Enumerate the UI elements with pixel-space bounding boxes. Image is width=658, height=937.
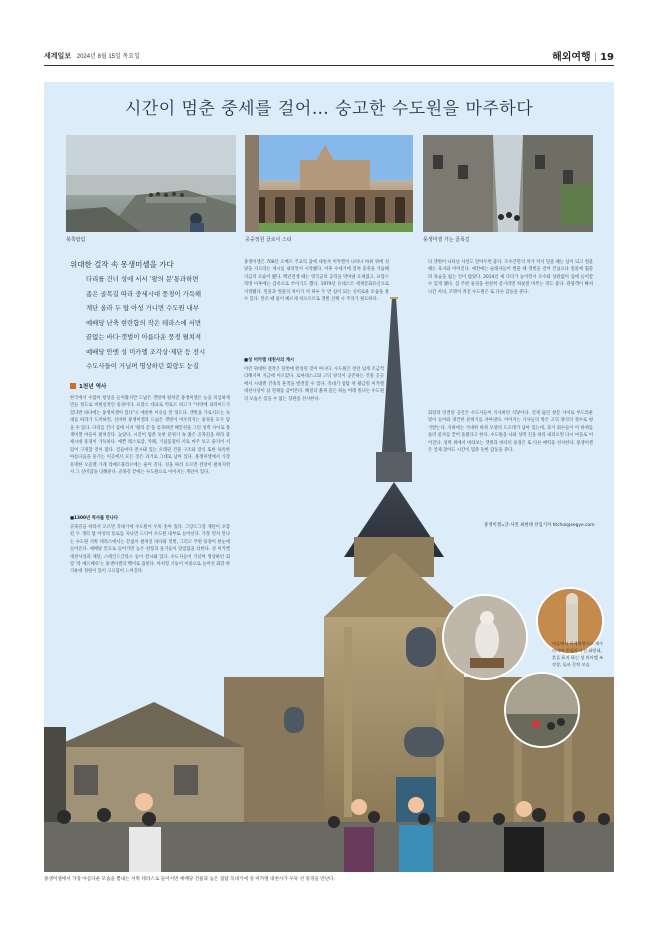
intro-title: 위대한 걸작 속 몽생미셸을 가다 xyxy=(70,260,174,269)
headline: 시간이 멈춘 중세를 걸어… 숭고한 수도원을 마주하다 xyxy=(124,99,534,119)
paper-name: 세계일보 xyxy=(44,53,72,60)
intro-line: 좁은 골목길 따라 중세시대 풍경이 가득해 xyxy=(86,289,202,298)
photo-alley xyxy=(423,135,593,232)
caption-north-tower: 북쪽탑림 xyxy=(66,237,86,243)
body-col2: 몽생미셸은 708년 오베르 주교의 꿈에 대천사 미카엘이 나타나 바위 위에 성당을 지으라는 계시를 내리면서 시작됐다. 이후 수세기에 걸쳐 증축을 거듭해 지금의 모습이 됐다. 백년전쟁 때는 영국군의 공격을 막아낸 요새였고, 프랑스 혁명 이후에는 감옥으로 쓰이기도 했다. 1979년 유네스코 세계문화유산으로 지정됐다. 밀물과 썰물의 차이가 커 하루 두 번 섬이 되는 신비로운 모습을 볼 수 있다. 만조 때 물이 빠르게 차오르므로 갯벌 산책 시 주의가 필요하다. xyxy=(244,260,389,303)
body-col3b: 회랑과 연결된 공간은 수도사들이 식사하던 식당이다. 길게 뚫린 창문 사이로 부드러운 빛이 들어와 경건한 분위기를 자아낸다. 이어지는 기사들의 방은 고딕 양식의 정수로 평가받는다. 지하에는 거대한 바퀴 모양의 도르래가 남아 있는데, 과거 죄수들이 이 바퀴를 돌려 물자를 끌어 올렸다고 한다. 수도원을 나와 성벽 길을 따라 내려오면 다시 마을로 이어진다. 성벽 위에서 바라보는 갯벌과 바다의 풍경은 또 다른 매력을 선사한다. 몽생미셸은 언제 찾아도 시간이 멈춘 듯한 감동을 준다. xyxy=(428,411,593,454)
inset-statue xyxy=(442,594,528,680)
sub-head-michael: ■성 미카엘 대천사의 계시 xyxy=(244,358,295,363)
masthead-left xyxy=(44,51,140,61)
intro-line: 수도사들이 거닐며 명상하던 회랑도 눈길 xyxy=(86,362,200,370)
issue-date: 2024년 8월 15일 목요일 xyxy=(76,54,140,60)
masthead xyxy=(44,46,614,66)
intro-line: 예배당 안엔 성 미카엘 조각상·제단 등 전시 xyxy=(86,347,206,356)
section-name: 해외여행 xyxy=(552,52,591,63)
intro-line: 예배당 난축 현란함의 작은 테라스에 서면 xyxy=(86,318,202,327)
body-col1: 한국에서 수많이 항상을 들어왔지만 드넓은 갯벌에 펼쳐진 몽생미셸은 눈을 의심하게 만들 정도로 비현실적인 풍경이다. 프랑스 대표로 빅토르 위고가 "사막에 피라미드가 있다면 바다에는 몽생미셸이 있다"고 예찬한 이유를 알 정도다. 갯벌을 가로지르는 둑대를 따라가 도착하면, 신비한 몽생미셸과 드넓은 갯벌이 어우러지는 풍경을 모두 담을 수 있다. 다리를 건너 섬에 서서 '왕의 문'을 통과하면 해안선을 그린 성벽 사이로 몽생미셸 마을이 펼쳐진다. 높았다. 시간이 멈춘 듯한 분위기 속 좁은 골목길을 따라 중세시대 풍경이 가득하다. 예쁜 레스토랑, 카페, 기념품점이 서로 마주 보고 줄지어 서 있어 구경할 것이 많다. 걸음마다 전시돼 있는 오래된 건물 구조와 장식 또한 독특한 아름다움을 풍기는 이곳에서 모든 것은 과거로 그대로 남아 있다. 몽생미셸에서 가장 유명한 오믈렛 가게 라메르풀라르에는 줄이 길다. 성을 따라 오르면 전망이 펼쳐지면서 그 신비함을 더해준다. 골목길 끝에는 수도원으로 이어지는 계단이 있다. xyxy=(70,396,230,476)
body-col1b: 골목길을 따라서 오르면 꼭대기에 수도원이 우뚝 솟아 있다. 그랑드그랑 계단이 포함된 두 개의 탑 아성의 통로를 지나면 드디어 수도원 내부로 들어선다. 가장 먼저 만나는 수도원 서쪽 테라스에서는 끝없이 펼쳐진 바다와 갯벌, 그리고 주변 풍경이 한눈에 들어온다. 예배당 안으로 들어가면 높은 천장과 돌기둥이 장엄함을 더한다. 성 미카엘 대천사상과 제단, 스테인드글라스 등이 전시돼 있다. 수도사들이 거닐며 명상하던 회랑 '라 메르베유'는 몽생미셸의 백미로 꼽힌다. 아치형 기둥이 이중으로 늘어선 회랑 한가운데 정원이 있어 고요함이 느껴진다. xyxy=(70,525,230,575)
bottom-caption: 몽생미셸에서 가장 아름다운 모습을 뽐내는 서쪽 테라스로 들어서면 예배당 건물과 높은 첨탑 꼭대기에 성 미카엘 대천사가 우뚝 선 풍경을 만난다. xyxy=(44,877,336,882)
article-panel xyxy=(44,82,614,872)
byline: 몽생미셸=글·사진 최현태 선임기자 htchoi@segye.com xyxy=(484,523,595,528)
body-col3: 다 갯벌이 나타난 사연도 알아두면 좋다. 조수간만의 차가 커서 밀물 때는 섬이 되고 썰물 때는 육지와 이어진다. 예전에는 순례자들이 썰물 때 갯벌을 걸어 건넜으나 밀물에 휩쓸려 목숨을 잃는 일이 많았다. 2014년 새 다리가 놓이면서 조수와 상관없이 섬에 들어갈 수 있게 됐다. 섬 주변 풍경을 천천히 즐기려면 하룻밤 머무는 것도 좋다. 관광객이 빠져나간 저녁, 조명이 켜진 수도원은 또 다른 감동을 준다. xyxy=(428,260,593,295)
inset-courtyard xyxy=(504,672,580,748)
photo-cloister xyxy=(245,135,413,232)
body-col2b: 이런 위대한 걸작은 단번에 완성된 것이 아니다. 수도원은 천년 넘게 조금씩 더해지며 지금에 이르렀다. 로마네스크와 고딕 양식이 공존하는 건물 곳곳에서 시대별 건축의 흔적을 발견할 수 있다. 꼭대기 첨탑 위 황금빛 미카엘 대천사상이 섬 전체를 굽어본다. 해질녘 붉게 물든 하늘 아래 빛나는 수도원의 모습은 잊을 수 없는 장관을 선사한다. xyxy=(244,367,384,402)
page-number: 19 xyxy=(600,52,614,63)
caption-alley: 몽생미셸 가는 골목길 xyxy=(423,237,470,243)
intro-line: 다리를 건너 성에 서서 '왕의 문'통과하면 xyxy=(86,275,199,283)
sub-head-1300: ■1300년 역사를 만나다 xyxy=(70,516,119,521)
masthead-right: 해외여행 | 19 xyxy=(552,52,614,63)
section-head-history: 1천년 역사 xyxy=(70,382,106,390)
caption-cloister: 공중정원 클로이 스티 xyxy=(245,237,292,243)
abbey-photo xyxy=(44,297,614,872)
intro-line: 끝없는 바다·갯벌이 아름다운 풍경 펼쳐져 xyxy=(86,333,202,341)
photo-north-tower xyxy=(66,135,236,232)
side-caption: 마을에서 시계방향으로 예수 마리아 동상과 나선 화랑대, 흔들 표지 하는 성 미카엘 조각상, 돌파 문턱 모습 xyxy=(552,641,604,667)
intro-line: 계단 올라 두 탑 아성 거니면 수도원 내부 xyxy=(86,304,199,312)
